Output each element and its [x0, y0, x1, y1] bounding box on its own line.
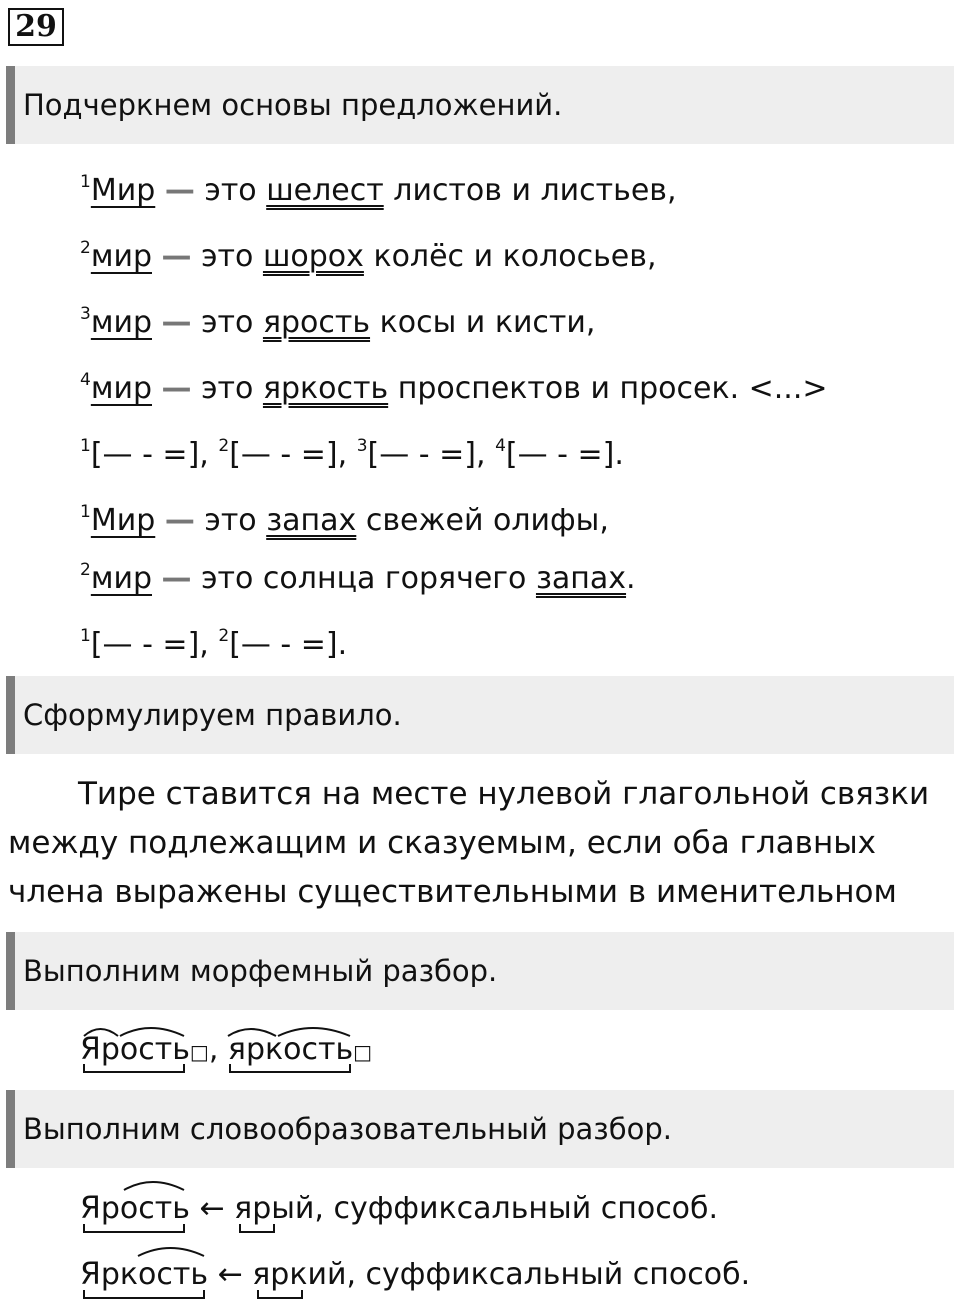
- subject-word: мир: [90, 239, 152, 274]
- scheme-item: [— - =],: [90, 437, 209, 472]
- line-number: 4: [80, 370, 91, 390]
- derivation-method: , суффиксальный способ.: [346, 1257, 751, 1292]
- base-word: яркий: [252, 1257, 347, 1292]
- task-number: 29: [8, 8, 64, 46]
- scheme-line: [80, 428, 624, 475]
- subject-word: мир: [90, 305, 152, 340]
- section-heading: Подчеркнем основы предложений.: [6, 66, 954, 144]
- rule-text: Тире ставится на месте нулевой глагольной связки между подлежащим и сказуемым, если оба главных члена выражены существительными в именительном: [8, 776, 930, 910]
- line-rest: .: [626, 561, 636, 596]
- line-number: 1: [80, 502, 91, 522]
- derivation-line: [80, 1252, 750, 1298]
- copula-word: это: [204, 173, 257, 208]
- line-rest: свежей олифы,: [365, 503, 609, 538]
- arrow-icon: ←: [199, 1191, 225, 1226]
- suffix-arc: [124, 1182, 184, 1190]
- predicate-word: ярость: [262, 305, 371, 340]
- copula-word: это: [204, 503, 257, 538]
- line-number: 2: [80, 238, 91, 258]
- scheme-item: [— - =],: [367, 437, 486, 472]
- subject-word: мир: [90, 561, 152, 596]
- morph-word: Ярость: [80, 1032, 190, 1067]
- dash: —: [161, 305, 192, 340]
- line-rest: колёс и колосьев,: [373, 239, 657, 274]
- section-heading: Выполним морфемный разбор.: [6, 932, 954, 1010]
- dash: —: [161, 371, 192, 406]
- line-number: 4: [495, 436, 506, 456]
- subject-word: Мир: [90, 503, 156, 538]
- separator: ,: [208, 1032, 219, 1067]
- arrow-icon: ←: [217, 1257, 243, 1292]
- poem-line: [80, 362, 828, 409]
- derivation-method: , суффиксальный способ.: [314, 1191, 719, 1226]
- copula-word: это: [201, 371, 254, 406]
- predicate-word: запах: [266, 503, 357, 538]
- scheme-item: [— - =].: [505, 437, 624, 472]
- zero-ending-box: □: [353, 1040, 373, 1064]
- copula-word: это солнца горячего: [201, 561, 527, 596]
- line-number: 2: [218, 626, 230, 646]
- dash: —: [161, 239, 192, 274]
- scheme-item: [— - =],: [229, 437, 348, 472]
- line-number: 3: [356, 436, 368, 456]
- line-number: 1: [80, 626, 91, 646]
- subject-word: мир: [90, 371, 152, 406]
- line-number: 3: [80, 304, 91, 324]
- copula-word: это: [201, 239, 254, 274]
- stem-bracket: [84, 1224, 184, 1232]
- copula-word: это: [201, 305, 254, 340]
- line-number: 1: [80, 436, 91, 456]
- derived-word: Яркость: [80, 1257, 209, 1292]
- dash: —: [164, 503, 195, 538]
- derivation-line: [80, 1186, 718, 1232]
- suffix-arc: [278, 1028, 350, 1036]
- morpheme-marks: [80, 1020, 380, 1080]
- derivation-marks: [80, 1176, 340, 1236]
- line-rest: листов и листьев,: [393, 173, 677, 208]
- poem-line: [80, 494, 609, 541]
- line-number: 2: [218, 436, 230, 456]
- line-rest: проспектов и просек. <...>: [397, 371, 828, 406]
- stem-bracket: [258, 1290, 302, 1298]
- suffix-arc: [138, 1248, 204, 1256]
- subject-word: Мир: [90, 173, 156, 208]
- line-rest: косы и кисти,: [379, 305, 596, 340]
- root-arc: [228, 1029, 276, 1036]
- scheme-item: [— - =],: [90, 627, 209, 662]
- line-number: 1: [80, 172, 91, 192]
- poem-line: [80, 164, 677, 211]
- section-heading: Сформулируем правило.: [6, 676, 954, 754]
- root-arc: [84, 1029, 118, 1036]
- stem-bracket: [84, 1064, 184, 1072]
- line-number: 2: [80, 560, 91, 580]
- predicate-word: шорох: [262, 239, 364, 274]
- dash: —: [161, 561, 192, 596]
- suffix-arc: [120, 1028, 184, 1036]
- derivation-marks: [80, 1242, 380, 1302]
- derived-word: Ярость: [80, 1191, 190, 1226]
- zero-ending-box: □: [189, 1040, 209, 1064]
- predicate-word: запах: [535, 561, 627, 596]
- section-heading: Выполним словообразовательный разбор.: [6, 1090, 954, 1168]
- stem-bracket: [240, 1224, 274, 1232]
- predicate-word: шелест: [266, 173, 384, 208]
- stem-bracket: [230, 1064, 350, 1072]
- scheme-item: [— - =].: [229, 627, 348, 662]
- poem-line: [80, 296, 595, 343]
- morpheme-analysis: [80, 1020, 372, 1082]
- morph-word: яркость: [227, 1032, 354, 1067]
- scheme-line: [80, 618, 347, 665]
- poem-line: [80, 230, 656, 277]
- stem-bracket: [84, 1290, 204, 1298]
- dash: —: [164, 173, 195, 208]
- poem-line: [80, 552, 636, 599]
- predicate-word: яркость: [262, 371, 389, 406]
- base-word: ярый: [234, 1191, 315, 1226]
